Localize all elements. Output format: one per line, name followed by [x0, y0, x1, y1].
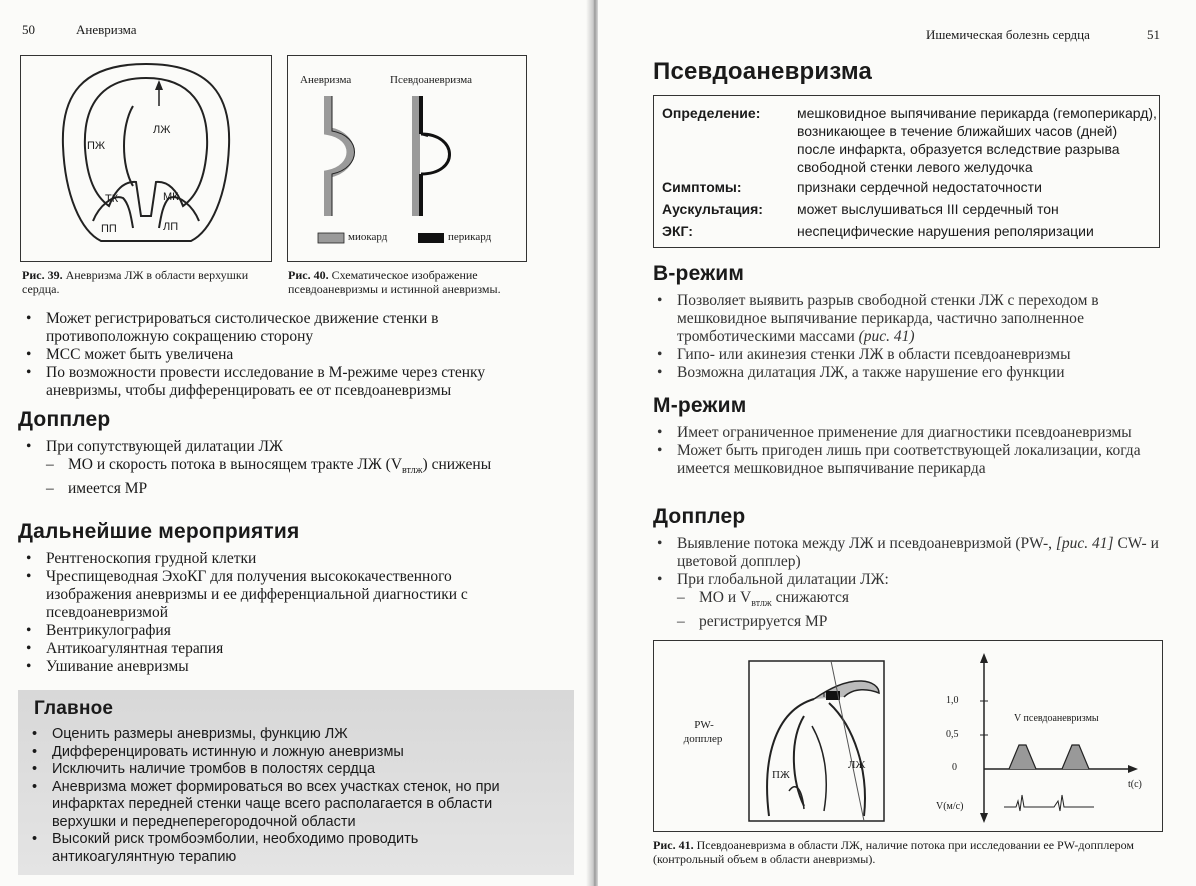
list-item: • При сопутствующей дилатации ЛЖ: [26, 438, 283, 455]
legend-pericard: перикард: [448, 231, 492, 243]
main-summary-box: [18, 690, 574, 875]
list-item: • По возможности провести исследование в М-режиме через стенку аневризмы, чтобы дифференцировать ее от псевдоаневризмы: [26, 364, 486, 399]
list-item: • МСС может быть увеличена: [26, 346, 234, 363]
right-page-number: 51: [1147, 27, 1160, 42]
definition-value: признаки сердечной недостаточности: [797, 179, 1042, 195]
label-aneurysm: Аневризма: [300, 74, 352, 86]
list-item: • Позволяет выявить разрыв свободной стенки ЛЖ с переходом в мешковидное выпячивание перикарда, частично заполненное тромботическими массами (рис. 41): [657, 292, 1099, 345]
doppler-list-left: [22, 438, 537, 498]
caption-number: Рис. 41.: [653, 838, 694, 852]
y-axis-label: V(м/с): [936, 801, 964, 812]
definition-value: может выслушиваться III сердечный тон: [797, 201, 1059, 217]
pw-label-line2: допплер: [683, 733, 723, 745]
right-running-head: Ишемическая болезнь сердца: [926, 27, 1090, 42]
label-pp: ПП: [101, 223, 117, 235]
further-list: [22, 550, 537, 676]
bullets-top: [22, 310, 537, 400]
definition-value: мешковидное выпячивание перикарда (гемоперикард), возникающее в течение ближайших часов (дней) после инфаркта, образуется вследствие разрыва свободной стенки левого желудочка: [797, 105, 1157, 175]
definition-term: Симптомы:: [662, 179, 742, 195]
label-tk: ТК: [105, 193, 119, 205]
definition-term: ЭКГ:: [662, 223, 693, 239]
list-item: • Возможна дилатация ЛЖ, а также нарушение его функции: [657, 364, 1065, 381]
list-item: • Аневризма может формироваться во всех участках стенок, но при инфарктах передней стенки чаще всего располагается в области верхушки и переднеперегородочной области: [32, 778, 500, 830]
list-item: • Рентгеноскопия грудной клетки: [26, 550, 257, 567]
t-axis-label: t(c): [1128, 779, 1142, 790]
label-lp: ЛП: [163, 221, 179, 233]
b-mode-list: [653, 292, 1163, 382]
definition-term: Определение:: [662, 105, 761, 121]
left-page: [0, 0, 590, 886]
list-item: • При глобальной дилатации ЛЖ:: [657, 571, 889, 588]
list-subitem: – имеется МР: [46, 480, 148, 498]
caption-number: Рис. 40.: [288, 268, 329, 282]
heart-aneurysm-diagram: [21, 56, 271, 261]
figure-40: [287, 55, 527, 262]
definition-table: [653, 95, 1160, 248]
list-item: • Может быть пригоден лишь при соответствующей локализации, когда имеется мешковидное выпячивание перикарда: [657, 442, 1141, 477]
label-lzh: ЛЖ: [153, 124, 171, 136]
list-item: • Чреспищеводная ЭхоКГ для получения высококачественного изображения аневризмы и ее дифференциальной диагностики с псевдоаневризмой: [26, 568, 468, 621]
heading-further-measures: Дальнейшие мероприятия: [18, 520, 300, 543]
list-item: • Вентрикулография: [26, 622, 171, 639]
heading-doppler-left: Допплер: [18, 408, 111, 431]
caption-text: Схематическое изображение псевдоаневризмы и истинной аневризмы.: [288, 268, 501, 296]
definition-value: неспецифические нарушения реполяризации: [797, 223, 1094, 239]
figure-39: [20, 55, 272, 262]
figure-41-caption: [653, 838, 1161, 866]
figure-41: [653, 640, 1163, 832]
list-item: • Исключить наличие тромбов в полостях сердца: [32, 761, 376, 777]
figure-39-caption: [22, 268, 274, 296]
heading-doppler-right: Допплер: [653, 505, 746, 528]
page-title: Псевдоаневризма: [653, 58, 873, 85]
tick-0: 0: [952, 762, 957, 773]
list-subitem: – МО и скорость потока в выносящем тракте ЛЖ $(V_{втлж})$ снижены: [46, 456, 492, 477]
label-pzh: ПЖ: [772, 769, 790, 781]
label-mk: МК: [163, 191, 179, 203]
m-mode-list: [653, 424, 1163, 478]
list-item: • Антикоагулянтная терапия: [26, 640, 224, 657]
legend-myocard: миокард: [348, 231, 388, 243]
list-item: • Может регистрироваться систолическое движение стенки в противоположную сокращению сторону: [26, 310, 439, 345]
caption-text: Аневризма ЛЖ в области верхушки сердца.: [22, 268, 249, 296]
heading-m-mode: М-режим: [653, 394, 747, 417]
main-list: [28, 726, 528, 866]
list-subitem: – МО и $V_{втлж}$ снижаются: [677, 589, 849, 610]
list-item: • Оценить размеры аневризмы, функцию ЛЖ: [32, 726, 348, 742]
definition-term: Аускультация:: [662, 201, 763, 217]
label-pseudo: Псевдоаневризма: [390, 74, 473, 86]
left-page-number: 50: [22, 22, 35, 37]
caption-text: Псевдоаневризма в области ЛЖ, наличие потока при исследовании ее PW-допплером (контрольный объем в области аневризмы).: [653, 838, 1135, 866]
label-lzh: ЛЖ: [848, 759, 866, 771]
v-pseudo-label: V псевдоаневризмы: [1014, 713, 1099, 724]
list-item: • Имеет ограниченное применение для диагностики псевдоаневризмы: [657, 424, 1132, 441]
label-pzh: ПЖ: [87, 140, 106, 152]
list-item: • Высокий риск тромбоэмболии, необходимо проводить антикоагулянтную терапию: [32, 831, 419, 865]
tick-0-5: 0,5: [946, 729, 959, 740]
list-item: • Дифференцировать истинную и ложную аневризмы: [32, 743, 404, 760]
list-item: • Гипо- или акинезия стенки ЛЖ в области псевдоаневризмы: [657, 346, 1071, 363]
caption-number: Рис. 39.: [22, 268, 63, 282]
left-running-head: Аневризма: [76, 22, 137, 37]
doppler-list-right: [653, 535, 1163, 631]
figure-40-caption: [288, 268, 533, 296]
list-subitem: – регистрируется МР: [677, 613, 828, 631]
heading-b-mode: В-режим: [653, 262, 745, 285]
pseudoaneurysm-echo-diagram: [654, 641, 1162, 831]
pw-label-line1: PW-: [694, 719, 714, 731]
list-item: • Выявление потока между ЛЖ и псевдоаневризмой (PW-, [рис. 41] CW- и цветовой допплер): [657, 535, 1159, 570]
tick-1-0: 1,0: [946, 695, 959, 706]
heading-main: Главное: [34, 698, 114, 719]
list-item: • Ушивание аневризмы: [26, 658, 189, 675]
